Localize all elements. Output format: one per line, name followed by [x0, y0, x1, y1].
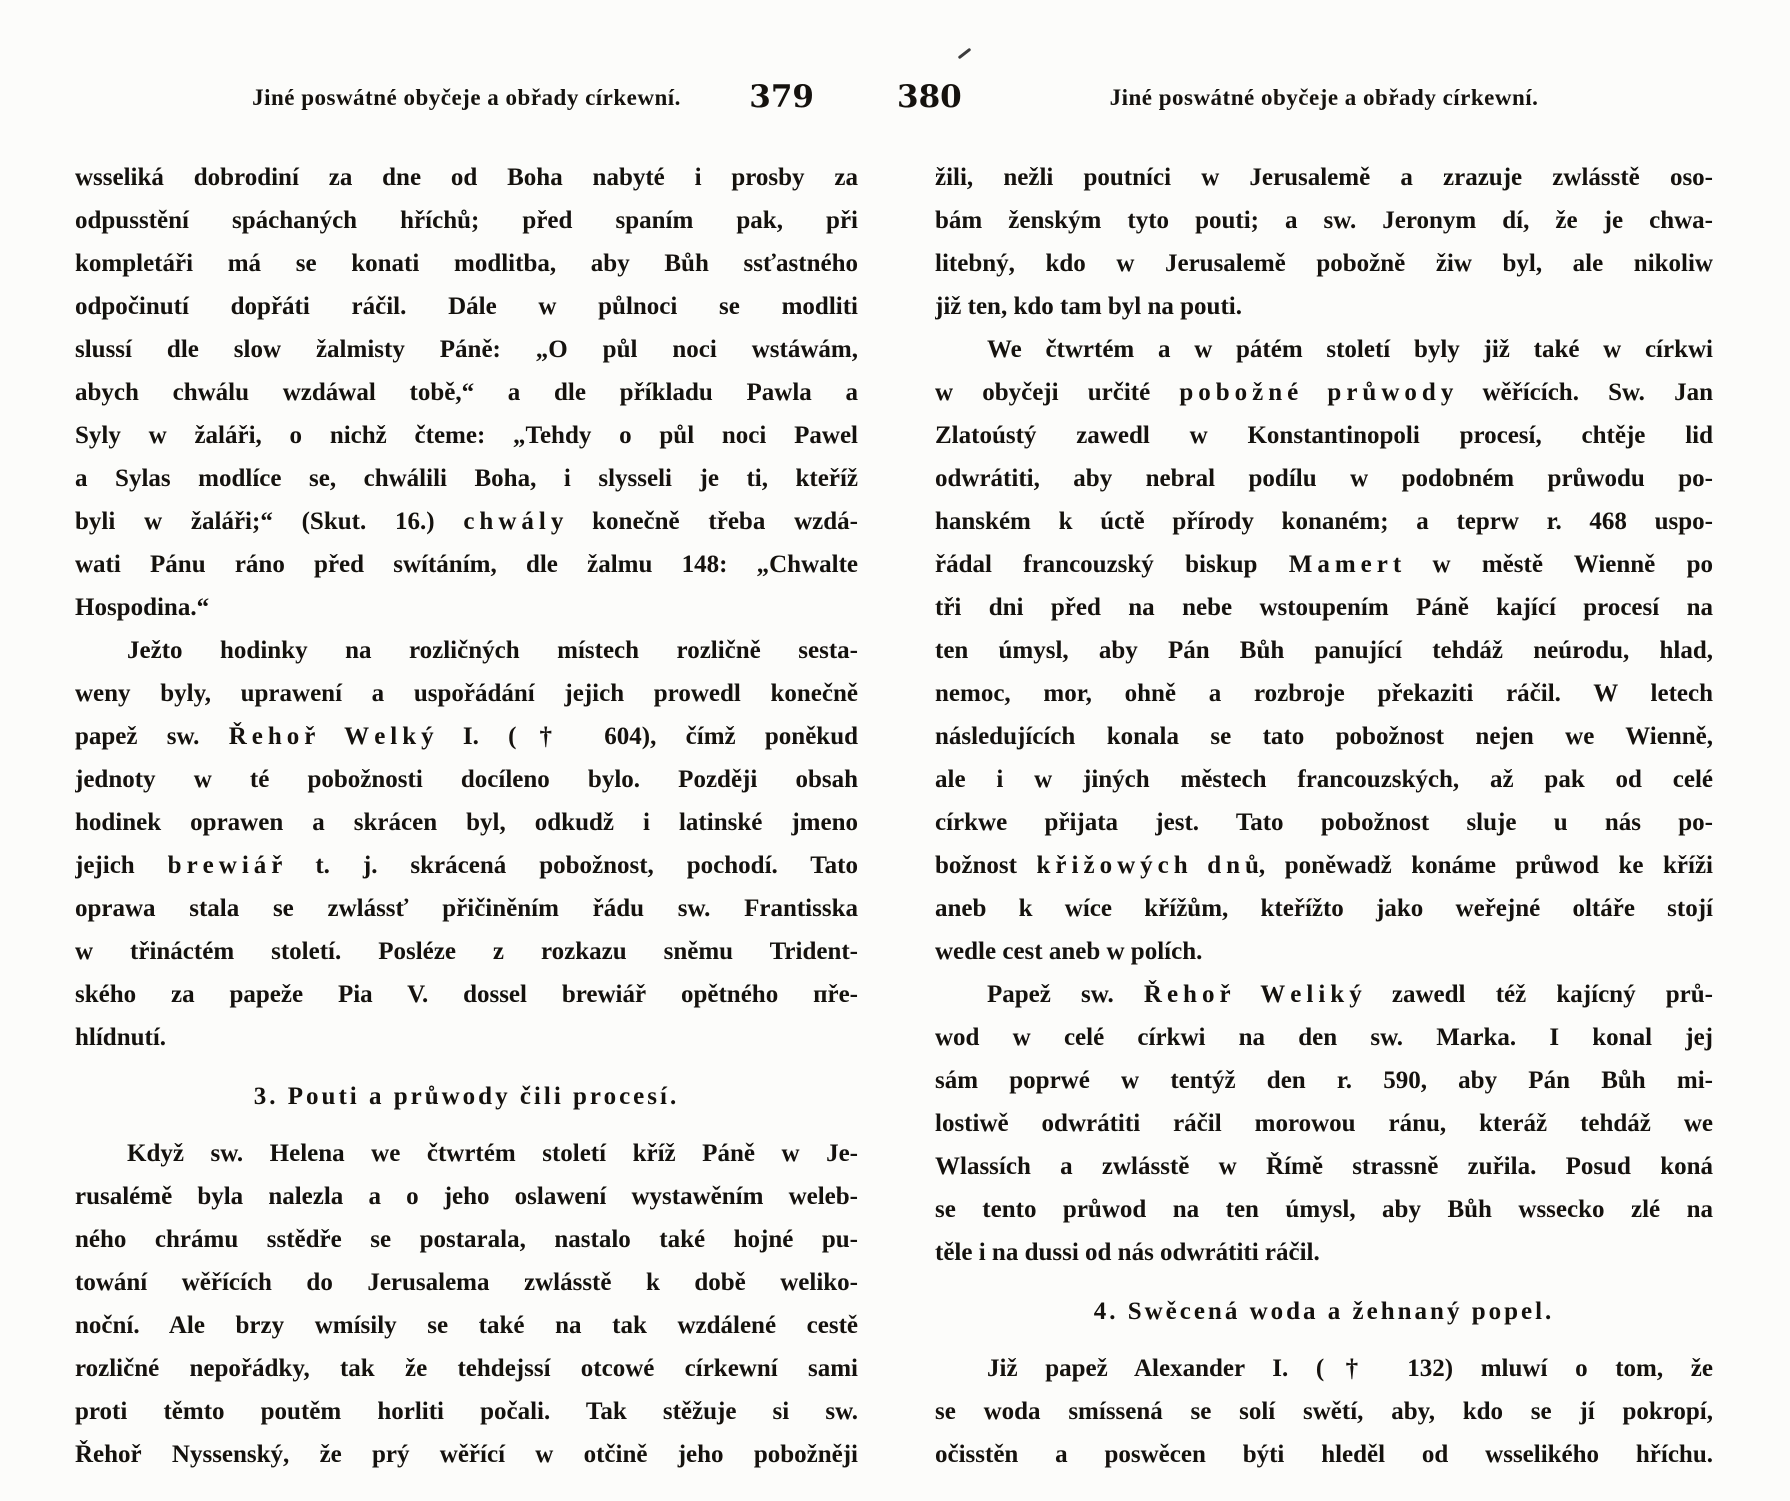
text-line: nemoc, mor, ohně a rozbroje překaziti ráčil. W letech	[935, 680, 1713, 707]
text-line: noční. Ale brzy wmísily se také na tak wzdálené cestě	[75, 1312, 858, 1339]
text-line: lostiwě odwrátiti ráčil morowou ránu, kteráž tehdáž we	[935, 1110, 1713, 1137]
text-line: Hospodina.“	[75, 594, 210, 621]
text-line: ného chrámu sstědře se postarala, nastalo také hojné pu-	[75, 1226, 858, 1253]
text-line: Když sw. Helena we čtwrtém století kříž Páně w Je-	[127, 1140, 858, 1167]
text-line: ten úmysl, aby Pán Bůh panující tehdáž neúrodu, hlad,	[935, 637, 1713, 664]
text-line: hlídnutí.	[75, 1024, 167, 1051]
text-line: odwrátiti, aby nebral podílu w podobném průwodu po-	[935, 465, 1713, 492]
text-line: abych chwálu wzdáwal tobě,“ a dle příkladu Pawla a	[75, 379, 858, 406]
text-line: w třináctém století. Posléze z rozkazu sněmu Trident-	[75, 938, 858, 965]
pen-scratch-mark	[958, 48, 972, 60]
text-line: We čtwrtém a w pátém století byly již také w církwi	[987, 336, 1713, 363]
text-line: ského za papeže Pia V. dossel brewiář opětného пře-	[75, 981, 858, 1008]
text-line: těle i na dussi od nás odwrátiti ráčil.	[935, 1239, 1320, 1266]
text-line: rozličné nepořádky, tak že tehdejssí otcowé církewní sami	[75, 1355, 858, 1382]
text-line: tři dni před na nebe wstoupením Páně kající procesí na	[935, 594, 1713, 621]
right-running-title: Jiné poswátné obyčeje a obřady církewní.	[1109, 85, 1539, 110]
left-page-number: 379	[749, 79, 814, 115]
text-line: sám poprwé w tentýž den r. 590, aby Pán Bůh mi-	[935, 1067, 1713, 1094]
text-line: wod w celé církwi na den sw. Marka. I konal jej	[935, 1024, 1713, 1051]
text-line: hanském k úctě přírody konaném; a teprw r. 468 uspo-	[935, 508, 1713, 535]
text-line: aneb k wíce křížům, kteřížto jako weřejné oltáře stojí	[935, 895, 1713, 922]
text-line: řádal francouzský biskup M a m e r t w městě Wienně po	[935, 551, 1713, 578]
text-line: se woda smíssená se solí swětí, aby, kdo se jí pokropí,	[935, 1398, 1713, 1425]
text-line: wsseliká dobrodiní za dne od Boha nabyté i prosby za	[75, 164, 858, 191]
text-line: w obyčeji určité p o b o ž n é p r ů w o d y wěřících. Sw. Jan	[935, 379, 1713, 406]
section-heading: 4. Swěcená woda a žehnaný popel.	[1093, 1298, 1555, 1325]
text-line: Papež sw. Ř e h o ř W e l i k ý zawedl též kajícný prů-	[987, 981, 1713, 1008]
text-line: wati Pánu ráno před swítáním, dle žalmu 148: „Chwalte	[75, 551, 858, 578]
text-line: jejich b r e w i á ř t. j. skrácená pobožnost, pochodí. Tato	[75, 852, 858, 879]
text-line: kompletáři má se konati modlitba, aby Bůh ssťastného	[75, 250, 858, 277]
text-line: oprawa stala se zwlássť přičiněním řádu sw. Frantisska	[75, 895, 858, 922]
text-line: Ježto hodinky na rozličných místech rozličně sesta-	[127, 637, 858, 664]
text-line: wedle cest aneb w polích.	[935, 938, 1203, 965]
text-line: slussí dle slow žalmisty Páně: „O půl noci wstáwám,	[75, 336, 858, 363]
text-line: již ten, kdo tam byl na pouti.	[935, 293, 1242, 320]
text-line: očisstěn a poswěcen býti hleděl od wsselikého hříchu.	[935, 1441, 1713, 1468]
left-page-header	[75, 79, 858, 115]
text-line: odpočinutí dopřáti ráčil. Dále w půlnoci se modliti	[75, 293, 858, 320]
text-line: byli w žaláři;“ (Skut. 16.) c h w á l y konečně třeba wzdá-	[75, 508, 858, 535]
text-line: proti těmto poutěm horliti počali. Tak stěžuje si sw.	[75, 1398, 858, 1425]
right-text-column	[935, 156, 1713, 1476]
text-line: hodinek oprawen a skrácen byl, odkudž i latinské jmeno	[75, 809, 858, 836]
text-line: towání wěřících do Jerusalema zwlásstě k době weliko-	[75, 1269, 858, 1296]
text-line: Wlassích a zwlásstě w Římě strassně zuřila. Posud koná	[935, 1153, 1713, 1180]
left-text-column	[75, 156, 858, 1476]
section-heading: 3. Pouti a průwody čili procesí.	[253, 1083, 680, 1110]
text-line: následujících konala se tato pobožnost nejen we Wienně,	[935, 723, 1713, 750]
text-line: bám ženským tyto pouti; a sw. Jeronym dí, že je chwa-	[935, 207, 1713, 234]
text-line: Zlatoústý zawedl w Konstantinopoli procesí, chtěje lid	[935, 422, 1713, 449]
text-line: církwe přijata jest. Tato pobožnost sluje u nás po-	[935, 809, 1713, 836]
text-line: božnost k ř i ž o w ý c h d n ů, poněwadž konáme průwod ke kříži	[935, 852, 1713, 879]
text-line: weny byly, uprawení a uspořádání jejich prowedl konečně	[75, 680, 858, 707]
text-line: se tento průwod na ten úmysl, aby Bůh wssecko zlé na	[935, 1196, 1713, 1223]
text-line: litebný, kdo w Jerusalemě pobožně žiw byl, ale nikoliw	[935, 250, 1713, 277]
text-line: rusalémě byla nalezla a o jeho oslawení wystawěním weleb-	[75, 1183, 858, 1210]
text-line: jednoty w té pobožnosti docíleno bylo. Později obsah	[75, 766, 858, 793]
text-line: papež sw. Ř e h o ř W e l k ý I. († 604), čímž poněkud	[75, 723, 858, 750]
text-line: ale i w jiných městech francouzských, až pak od celé	[935, 766, 1713, 793]
text-line: Syly w žaláři, o nichž čteme: „Tehdy o půl noci Pawel	[75, 422, 858, 449]
text-line: Již papež Alexander I. († 132) mluwí o tom, že	[987, 1355, 1713, 1382]
right-page-header	[897, 79, 1713, 115]
text-line: Řehoř Nyssenský, že prý wěřící w otčině jeho pobožněji	[75, 1441, 858, 1468]
text-line: žili, nežli poutníci w Jerusalemě a zrazuje zwlásstě oso-	[935, 164, 1713, 191]
right-page-number: 380	[897, 79, 962, 115]
text-line: odpusstění spáchaných hříchů; před spaním pak, při	[75, 207, 858, 234]
text-line: a Sylas modlíce se, chwálili Boha, i slysseli je ti, kteříž	[75, 465, 858, 492]
left-running-title: Jiné poswátné obyčeje a obřady církewní.	[252, 85, 681, 110]
